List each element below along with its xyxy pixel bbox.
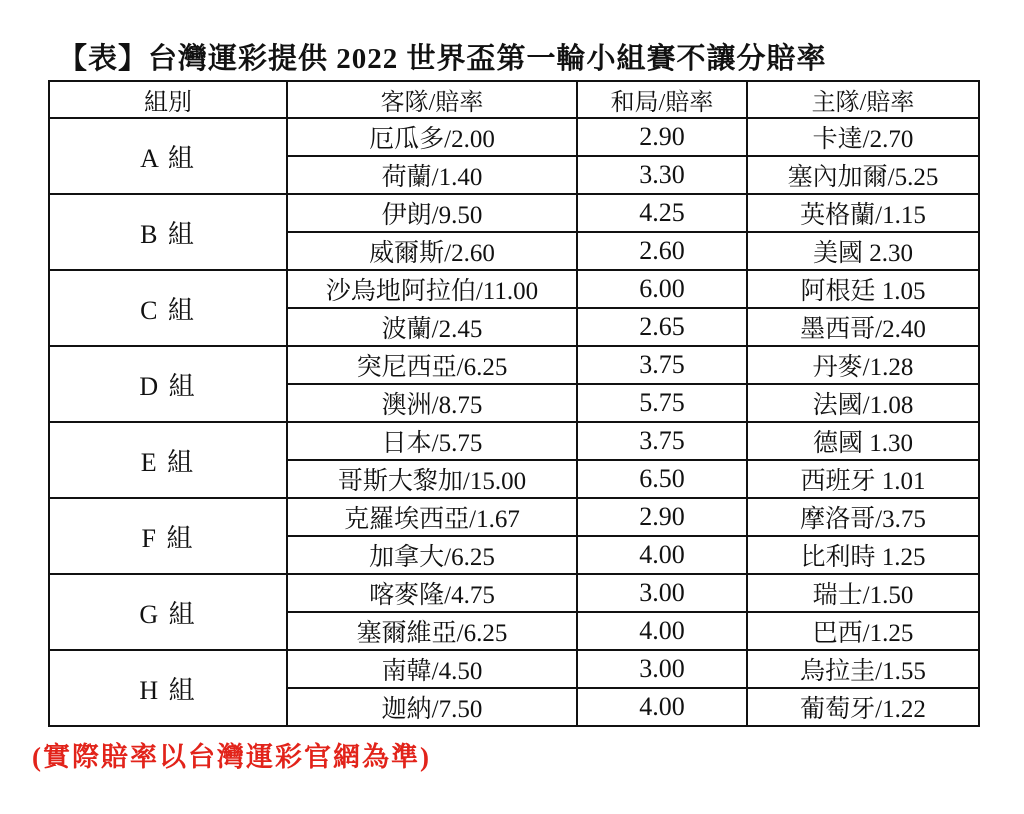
draw-odds-cell: 3.30 [577, 156, 747, 194]
group-cell: F 組 [49, 498, 287, 574]
away-odds-cell: 伊朗/9.50 [287, 194, 577, 232]
table-body [49, 118, 979, 726]
draw-odds-cell: 6.00 [577, 270, 747, 308]
group-cell: C 組 [49, 270, 287, 346]
home-odds-cell: 塞內加爾/5.25 [747, 156, 979, 194]
away-odds-cell: 南韓/4.50 [287, 650, 577, 688]
draw-odds-cell: 5.75 [577, 384, 747, 422]
home-odds-cell: 卡達/2.70 [747, 118, 979, 156]
table-row [49, 118, 979, 156]
draw-odds-cell: 3.75 [577, 422, 747, 460]
draw-odds-cell: 2.65 [577, 308, 747, 346]
away-odds-cell: 沙烏地阿拉伯/11.00 [287, 270, 577, 308]
draw-odds-cell: 3.00 [577, 574, 747, 612]
away-odds-cell: 哥斯大黎加/15.00 [287, 460, 577, 498]
table-row [49, 498, 979, 536]
table-row [49, 194, 979, 232]
home-odds-cell: 葡萄牙/1.22 [747, 688, 979, 726]
group-cell: B 組 [49, 194, 287, 270]
away-odds-cell: 迦納/7.50 [287, 688, 577, 726]
home-odds-cell: 西班牙 1.01 [747, 460, 979, 498]
away-odds-cell: 喀麥隆/4.75 [287, 574, 577, 612]
away-odds-cell: 突尼西亞/6.25 [287, 346, 577, 384]
home-odds-cell: 丹麥/1.28 [747, 346, 979, 384]
header-away-odds: 客隊/賠率 [287, 81, 577, 118]
header-group: 組別 [49, 81, 287, 118]
away-odds-cell: 厄瓜多/2.00 [287, 118, 577, 156]
draw-odds-cell: 3.00 [577, 650, 747, 688]
header-draw-odds: 和局/賠率 [577, 81, 747, 118]
table-header-row [49, 81, 979, 118]
home-odds-cell: 法國/1.08 [747, 384, 979, 422]
home-odds-cell: 美國 2.30 [747, 232, 979, 270]
away-odds-cell: 日本/5.75 [287, 422, 577, 460]
away-odds-cell: 澳洲/8.75 [287, 384, 577, 422]
group-cell: H 組 [49, 650, 287, 726]
away-odds-cell: 克羅埃西亞/1.67 [287, 498, 577, 536]
home-odds-cell: 巴西/1.25 [747, 612, 979, 650]
table-row [49, 346, 979, 384]
away-odds-cell: 塞爾維亞/6.25 [287, 612, 577, 650]
home-odds-cell: 摩洛哥/3.75 [747, 498, 979, 536]
group-cell: G 組 [49, 574, 287, 650]
table-row [49, 422, 979, 460]
home-odds-cell: 阿根廷 1.05 [747, 270, 979, 308]
away-odds-cell: 荷蘭/1.40 [287, 156, 577, 194]
home-odds-cell: 比利時 1.25 [747, 536, 979, 574]
away-odds-cell: 威爾斯/2.60 [287, 232, 577, 270]
away-odds-cell: 加拿大/6.25 [287, 536, 577, 574]
draw-odds-cell: 4.00 [577, 688, 747, 726]
draw-odds-cell: 2.90 [577, 498, 747, 536]
group-cell: A 組 [49, 118, 287, 194]
home-odds-cell: 德國 1.30 [747, 422, 979, 460]
header-home-odds: 主隊/賠率 [747, 81, 979, 118]
table-row [49, 650, 979, 688]
home-odds-cell: 英格蘭/1.15 [747, 194, 979, 232]
draw-odds-cell: 6.50 [577, 460, 747, 498]
home-odds-cell: 烏拉圭/1.55 [747, 650, 979, 688]
away-odds-cell: 波蘭/2.45 [287, 308, 577, 346]
group-cell: D 組 [49, 346, 287, 422]
odds-table [48, 80, 980, 727]
draw-odds-cell: 4.00 [577, 612, 747, 650]
draw-odds-cell: 4.25 [577, 194, 747, 232]
table-row [49, 270, 979, 308]
table-row [49, 574, 979, 612]
draw-odds-cell: 2.90 [577, 118, 747, 156]
draw-odds-cell: 4.00 [577, 536, 747, 574]
group-cell: E 組 [49, 422, 287, 498]
draw-odds-cell: 2.60 [577, 232, 747, 270]
home-odds-cell: 墨西哥/2.40 [747, 308, 979, 346]
page-title: 【表】台灣運彩提供 2022 世界盃第一輪小組賽不讓分賠率 [58, 43, 827, 75]
draw-odds-cell: 3.75 [577, 346, 747, 384]
home-odds-cell: 瑞士/1.50 [747, 574, 979, 612]
footnote: (實際賠率以台灣運彩官網為準) [32, 742, 431, 772]
